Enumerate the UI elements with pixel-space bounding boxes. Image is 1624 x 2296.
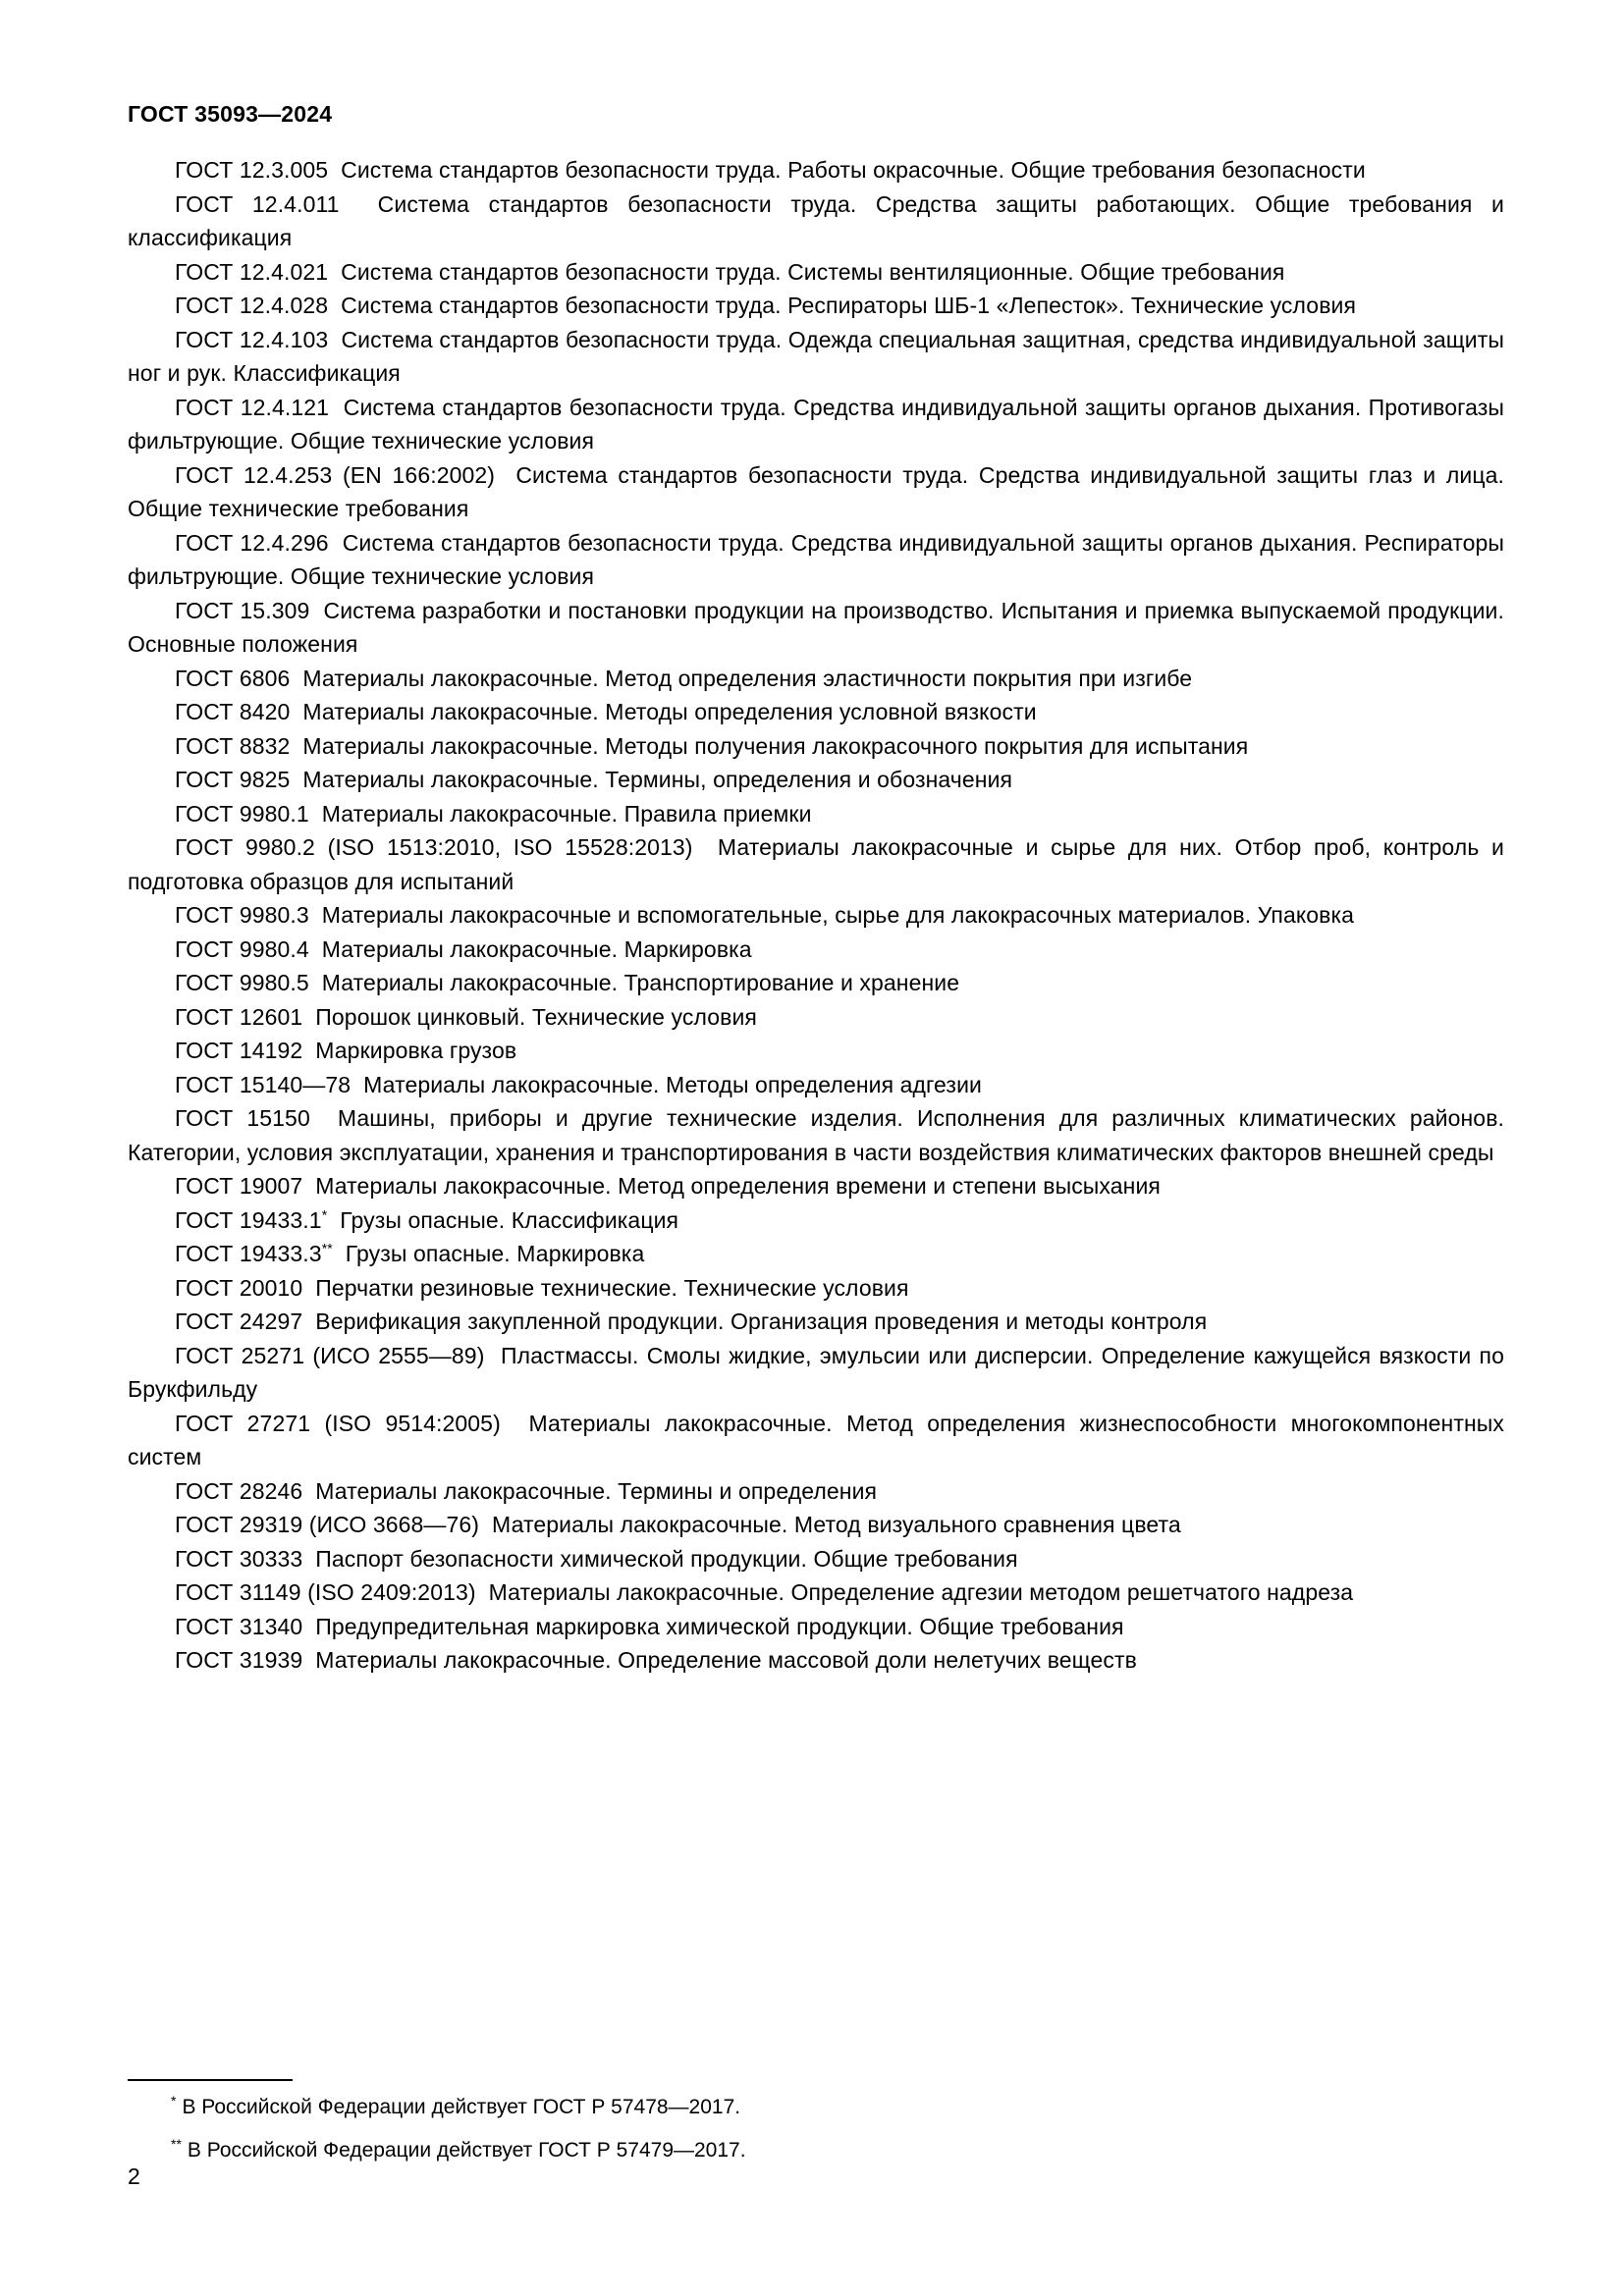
reference-item: ГОСТ 20010 Перчатки резиновые технические. Технические условия <box>175 1274 909 1301</box>
reference-item: ГОСТ 12.4.028 Система стандартов безопасности труда. Респираторы ШБ-1 «Лепесток». Технические условия <box>175 293 1357 318</box>
reference-item: ГОСТ 28246 Материалы лакокрасочные. Термины и определения <box>175 1477 878 1504</box>
gost-code: ГОСТ 9980.5 <box>175 970 309 995</box>
reference-item: ГОСТ 15140—78 Материалы лакокрасочные. Методы определения адгезии <box>175 1071 982 1097</box>
gost-code: ГОСТ 8420 <box>175 699 291 724</box>
reference-item: ГОСТ 19433.1* Грузы опасные. Классификация <box>175 1205 679 1233</box>
footnotes-section <box>128 2079 1504 2181</box>
gost-code: ГОСТ 12.4.011 <box>175 190 340 217</box>
document-header: ГОСТ 35093—2024 <box>128 101 333 127</box>
reference-item: ГОСТ 9980.5 Материалы лакокрасочные. Транспортирование и хранение <box>175 970 960 995</box>
reference-item: ГОСТ 8832 Материалы лакокрасочные. Методы получения лакокрасочного покрытия для испытания <box>175 732 1249 759</box>
gost-code: ГОСТ 14192 <box>175 1038 303 1063</box>
reference-item: ГОСТ 8420 Материалы лакокрасочные. Методы определения условной вязкости <box>175 699 1037 724</box>
gost-code: ГОСТ 15.309 <box>175 597 310 623</box>
gost-code: ГОСТ 19007 <box>175 1173 303 1199</box>
gost-code: ГОСТ 19433.3 <box>175 1241 322 1266</box>
footnote-divider <box>128 2079 293 2081</box>
gost-code: ГОСТ 29319 (ИСО 3668—76) <box>175 1512 480 1537</box>
reference-item: ГОСТ 19007 Материалы лакокрасочные. Метод определения времени и степени высыхания <box>175 1173 1161 1199</box>
reference-item: ГОСТ 9980.2 (ISO 1513:2010, ISO 15528:2013) Материалы лакокрасочные и сырье для них. Отбор проб, контроль и подготовка образцов для испытаний <box>128 834 1505 894</box>
gost-code: ГОСТ 28246 <box>175 1477 303 1504</box>
reference-item: ГОСТ 9825 Материалы лакокрасочные. Термины, определения и обозначения <box>175 767 1013 792</box>
reference-item: ГОСТ 31340 Предупредительная маркировка химической продукции. Общие требования <box>175 1613 1124 1639</box>
gost-code: ГОСТ 31340 <box>175 1613 303 1639</box>
gost-code: ГОСТ 12.4.103 <box>175 326 329 352</box>
reference-item: ГОСТ 12601 Порошок цинковый. Технические условия <box>175 1003 757 1030</box>
reference-item: ГОСТ 9980.3 Материалы лакокрасочные и вспомогательные, сырье для лакокрасочных материалов. Упаковка <box>175 902 1355 928</box>
reference-item: ГОСТ 31149 (ISO 2409:2013) Материалы лакокрасочные. Определение адгезии методом решетчатого надреза <box>175 1579 1354 1605</box>
footnote-marker: ** <box>171 2136 182 2152</box>
reference-item: ГОСТ 27271 (ISO 9514:2005) Материалы лакокрасочные. Метод определения жизнеспособности многокомпонентных систем <box>128 1410 1505 1469</box>
gost-code: ГОСТ 20010 <box>175 1274 303 1301</box>
reference-item: ГОСТ 29319 (ИСО 3668—76) Материалы лакокрасочные. Метод визуального сравнения цвета <box>175 1512 1181 1537</box>
gost-code: ГОСТ 12601 <box>175 1003 303 1030</box>
gost-code: ГОСТ 8832 <box>175 732 291 759</box>
footnote-item: * В Российской Федерации действует ГОСТ Р 57478—2017. <box>171 2093 741 2118</box>
gost-code: ГОСТ 15140—78 <box>175 1071 352 1097</box>
reference-item: ГОСТ 12.4.253 (EN 166:2002) Система стандартов безопасности труда. Средства индивидуальной защиты глаз и лица. Общие технические требования <box>128 461 1504 521</box>
gost-code: ГОСТ 31939 <box>175 1647 303 1673</box>
reference-item: ГОСТ 9980.4 Материалы лакокрасочные. Маркировка <box>175 935 752 962</box>
reference-item: ГОСТ 19433.3** Грузы опасные. Маркировка <box>175 1240 645 1266</box>
reference-item: ГОСТ 12.3.005 Система стандартов безопасности труда. Работы окрасочные. Общие требования безопасности <box>175 157 1366 183</box>
gost-code: ГОСТ 15150 <box>175 1105 310 1131</box>
footnote-marker: ** <box>321 1240 333 1256</box>
gost-code: ГОСТ 12.4.296 <box>175 529 329 556</box>
gost-code: ГОСТ 9980.2 (ISO 1513:2010, ISO 15528:2013) <box>175 834 693 860</box>
gost-code: ГОСТ 9980.1 <box>175 800 309 827</box>
footnote-marker: * <box>321 1205 328 1222</box>
gost-code: ГОСТ 9980.4 <box>175 935 309 962</box>
gost-code: ГОСТ 12.4.021 <box>175 258 329 285</box>
reference-item: ГОСТ 12.4.296 Система стандартов безопасности труда. Средства индивидуальной защиты органов дыхания. Респираторы фильтрующие. Общие технические условия <box>128 529 1504 589</box>
reference-item: ГОСТ 30333 Паспорт безопасности химической продукции. Общие требования <box>175 1545 1018 1572</box>
reference-item: ГОСТ 12.4.121 Система стандартов безопасности труда. Средства индивидуальной защиты органов дыхания. Противогазы фильтрующие. Общие технические условия <box>128 394 1504 454</box>
gost-code: ГОСТ 9825 <box>175 767 291 792</box>
reference-item: ГОСТ 6806 Материалы лакокрасочные. Метод определения эластичности покрытия при изгибе <box>175 665 1193 691</box>
gost-code: ГОСТ 24297 <box>175 1308 303 1334</box>
reference-item: ГОСТ 31939 Материалы лакокрасочные. Определение массовой доли нелетучих веществ <box>175 1647 1137 1673</box>
reference-item: ГОСТ 12.4.011 Система стандартов безопасности труда. Средства защиты работающих. Общие требования и классификация <box>128 190 1504 250</box>
gost-code: ГОСТ 12.4.121 <box>175 394 330 420</box>
gost-code: ГОСТ 12.4.028 <box>175 293 329 318</box>
gost-code: ГОСТ 6806 <box>175 665 291 691</box>
gost-code: ГОСТ 27271 (ISO 9514:2005) <box>175 1410 501 1436</box>
gost-code: ГОСТ 12.4.253 (EN 166:2002) <box>175 461 496 488</box>
footnotes-items <box>128 2095 1504 2163</box>
reference-item: ГОСТ 12.4.103 Система стандартов безопасности труда. Одежда специальная защитная, средства индивидуальной защиты ног и рук. Классификация <box>128 326 1504 386</box>
footnote-marker: * <box>171 2093 177 2109</box>
gost-code: ГОСТ 12.3.005 <box>175 157 329 183</box>
reference-item: ГОСТ 12.4.021 Система стандартов безопасности труда. Системы вентиляционные. Общие требования <box>175 258 1285 285</box>
reference-item: ГОСТ 9980.1 Материалы лакокрасочные. Правила приемки <box>175 800 812 827</box>
gost-code: ГОСТ 19433.1 <box>175 1206 322 1233</box>
reference-item: ГОСТ 15.309 Система разработки и постановки продукции на производство. Испытания и приемка выпускаемой продукции. Основные положения <box>128 597 1504 657</box>
gost-code: ГОСТ 25271 (ИСО 2555—89) <box>175 1342 485 1368</box>
reference-item: ГОСТ 24297 Верификация закупленной продукции. Организация проведения и методы контроля <box>175 1308 1208 1334</box>
footnote-item: ** В Российской Федерации действует ГОСТ Р 57479—2017. <box>171 2136 746 2162</box>
reference-item: ГОСТ 14192 Маркировка грузов <box>175 1038 517 1063</box>
references-list <box>128 153 1504 1678</box>
gost-code: ГОСТ 30333 <box>175 1545 303 1572</box>
reference-item: ГОСТ 15150 Машины, приборы и другие технические изделия. Исполнения для различных климатических районов. Категории, условия эксплуатации, хранения и транспортирования в части воздействия климатических факторов внешней среды <box>128 1105 1505 1165</box>
page-number: 2 <box>128 2163 140 2189</box>
reference-item: ГОСТ 25271 (ИСО 2555—89) Пластмассы. Смолы жидкие, эмульсии или дисперсии. Определение кажущейся вязкости по Брукфильду <box>128 1342 1505 1402</box>
gost-code: ГОСТ 9980.3 <box>175 902 309 928</box>
gost-code: ГОСТ 31149 (ISO 2409:2013) <box>175 1579 476 1605</box>
